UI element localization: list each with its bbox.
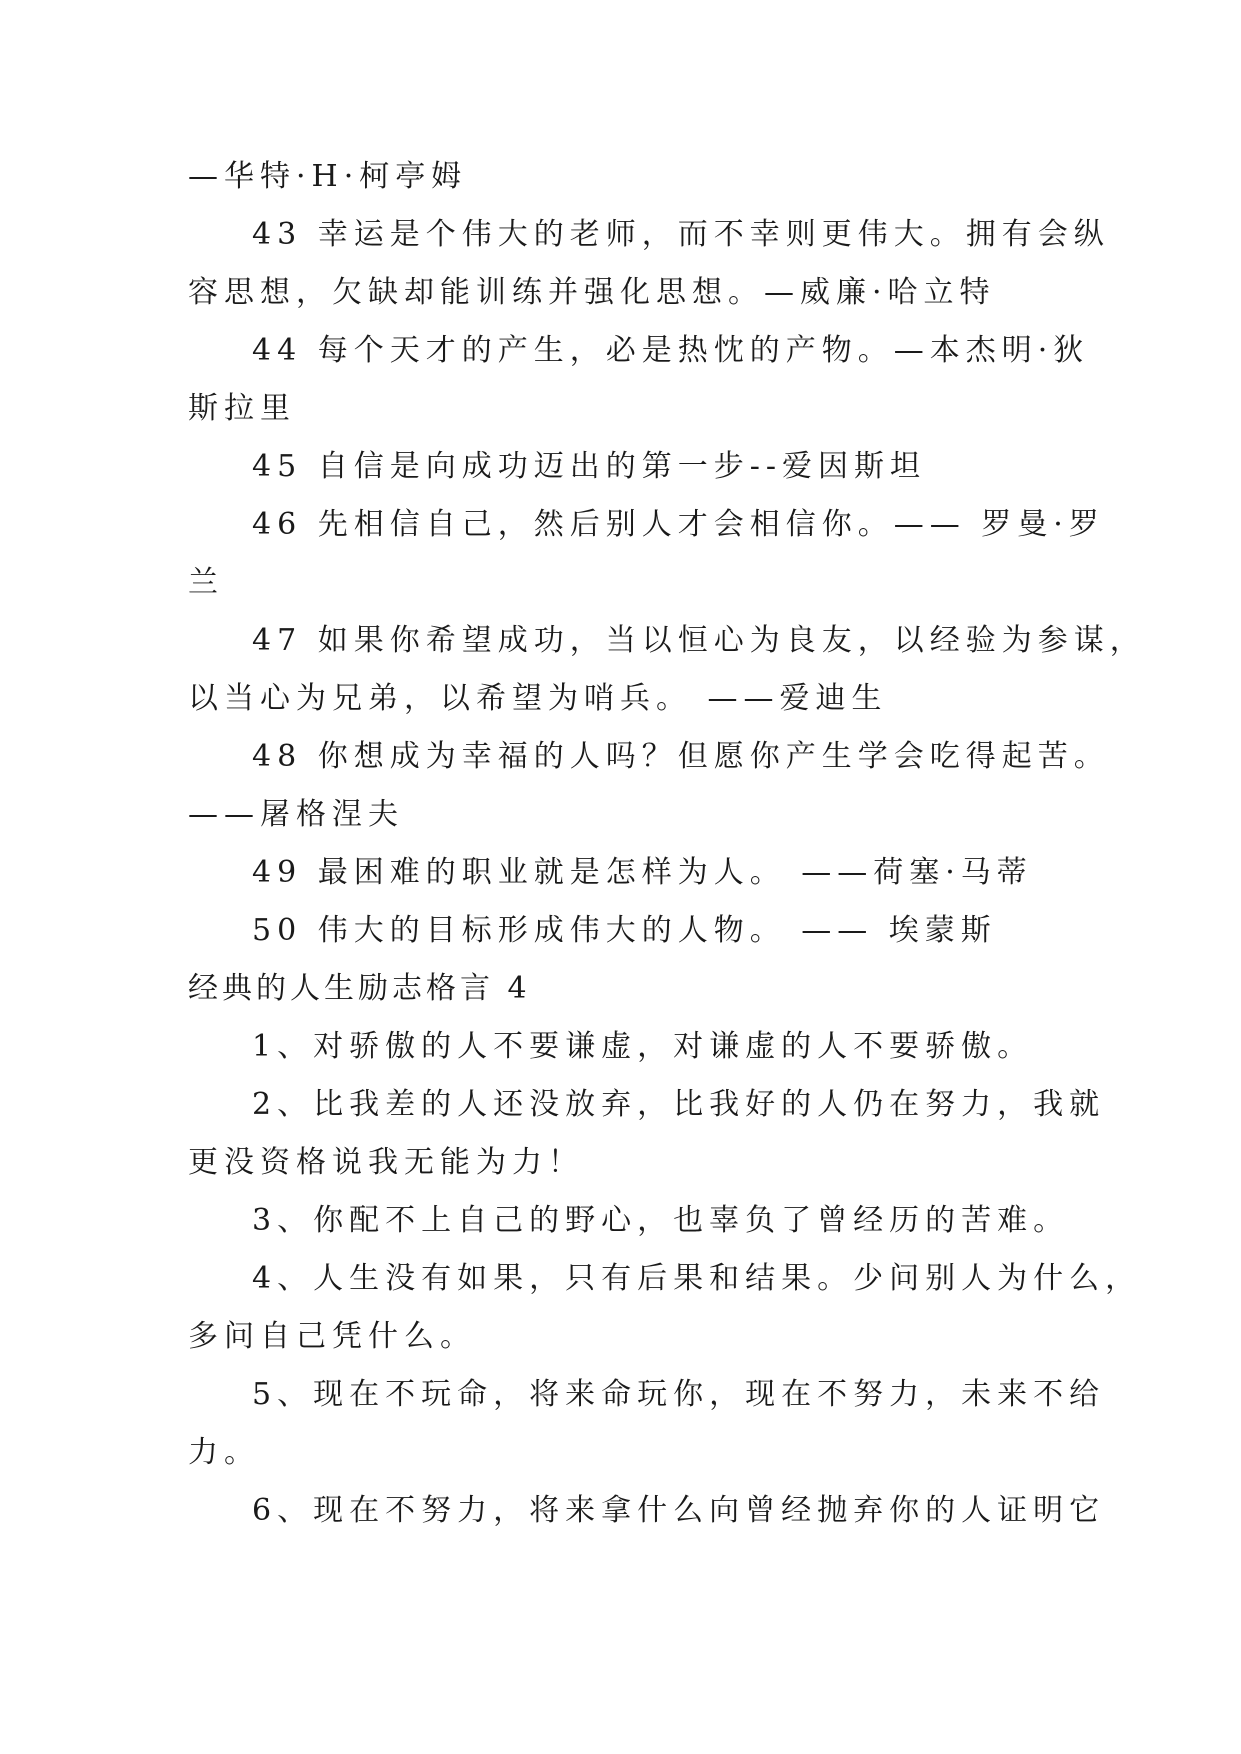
item-1: 1、对骄傲的人不要谦虚，对谦虚的人不要骄傲。 (252, 1029, 1034, 1064)
item-5-line-2: 力。 (188, 1435, 260, 1470)
quote-44-line-2: 斯拉里 (188, 391, 296, 426)
quote-50: 50 伟大的目标形成伟大的人物。 —— 埃蒙斯 (252, 913, 997, 948)
item-4-line-2: 多问自己凭什么。 (188, 1319, 476, 1354)
quote-48-line-1: 48 你想成为幸福的人吗？但愿你产生学会吃得起苦。 (252, 739, 1110, 774)
item-6-line-1: 6、现在不努力，将来拿什么向曾经抛弃你的人证明它 (252, 1493, 1106, 1528)
quote-49: 49 最困难的职业就是怎样为人。 ——荷塞·马蒂 (252, 855, 1033, 890)
quote-45: 45 自信是向成功迈出的第一步--爱因斯坦 (252, 449, 926, 484)
item-5-line-1: 5、现在不玩命，将来命玩你，现在不努力，未来不给 (252, 1377, 1106, 1412)
quote-43-line-2: 容思想，欠缺却能训练并强化思想。—威廉·哈立特 (188, 275, 996, 310)
item-4-line-1: 4、人生没有如果，只有后果和结果。少问别人为什么， (252, 1261, 1142, 1296)
quote-47-line-1: 47 如果你希望成功，当以恒心为良友，以经验为参谋， (252, 623, 1146, 658)
attribution-line: —华特·H·柯亭姆 (188, 159, 468, 194)
quote-46-line-1: 46 先相信自己，然后别人才会相信你。—— 罗曼·罗 (252, 507, 1105, 542)
section-heading: 经典的人生励志格言 4 (188, 971, 531, 1006)
item-2-line-2: 更没资格说我无能为力！ (188, 1145, 584, 1180)
quote-43-line-1: 43 幸运是个伟大的老师，而不幸则更伟大。拥有会纵 (252, 217, 1110, 252)
item-2-line-1: 2、比我差的人还没放弃，比我好的人仍在努力，我就 (252, 1087, 1106, 1122)
quote-46-line-2: 兰 (188, 565, 224, 600)
quote-48-line-2: ——屠格涅夫 (188, 797, 404, 832)
item-3: 3、你配不上自己的野心，也辜负了曾经历的苦难。 (252, 1203, 1070, 1238)
quote-47-line-2: 以当心为兄弟，以希望为哨兵。 ——爱迪生 (188, 681, 888, 716)
quote-44-line-1: 44 每个天才的产生，必是热忱的产物。—本杰明·狄 (252, 333, 1090, 368)
